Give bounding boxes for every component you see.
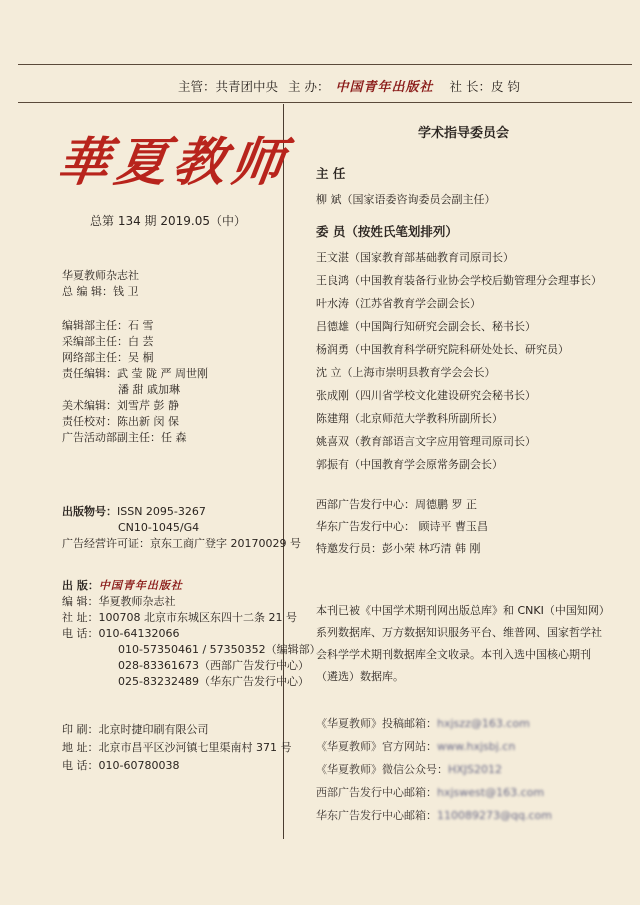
- staff-line: 编辑部主任：石 雪: [62, 319, 154, 332]
- printer-phone: 电 话：010-60780038: [62, 759, 180, 772]
- indexing-statement: [316, 600, 606, 688]
- staff-line: 美术编辑：刘雪芹 彭 静: [62, 399, 179, 412]
- cn-number: CN10-1045/G4: [118, 521, 200, 534]
- top-rule: [18, 64, 632, 65]
- publisher-brand: 中国青年出版社: [98, 579, 183, 592]
- masthead-bar: [0, 64, 640, 104]
- sponsor-label: 主 办：: [288, 79, 330, 94]
- committee-title: 学术指导委员会: [418, 126, 510, 141]
- issue-number: 总第 134 期 2019.05（中）: [90, 214, 246, 228]
- member: 王良鸿（中国教育装备行业协会学校后勤管理分会理事长）: [316, 274, 602, 287]
- contact-label: 《华夏教师》微信公众号：: [316, 763, 448, 776]
- contact-row: [316, 804, 552, 827]
- org-name: 华夏教师杂志社: [62, 269, 139, 282]
- member: 吕德雄（中国陶行知研究会副会长、秘书长）: [316, 320, 536, 333]
- indexing-text: 本刊已被《中国学术期刊网出版总库》和 CNKI（中国知网）系列数据库、万方数据知识服务平台、维普网、国家哲学社会科学学术期刊数据库全文收录。本刊入选中国核心期刊（遴选）数据库。: [316, 604, 605, 683]
- publisher-label: 出 版：: [62, 579, 99, 592]
- staff-line: 潘 甜 戚加琳: [118, 383, 180, 396]
- contact-value: hxjszz@163.com: [437, 717, 530, 730]
- contact-value: 110089273@qq.com: [437, 809, 552, 822]
- member: 沈 立（上海市崇明县教育学会会长）: [316, 366, 496, 379]
- chief-editor: 总 编 辑：钱 卫: [62, 285, 139, 298]
- committee-director: [316, 164, 496, 211]
- phone: 电 话：010-64132066: [62, 627, 180, 640]
- contact-row: [316, 758, 552, 781]
- ad-line: 特邀发行员：彭小荣 林巧清 韩 刚: [316, 542, 481, 555]
- issn: ISSN 2095-3267: [117, 505, 206, 518]
- staff-line: 责任编辑：武 莹 陇 严 周世刚: [62, 367, 208, 380]
- committee-members: [316, 222, 602, 476]
- publication-no-label: 出版物号：: [62, 505, 117, 518]
- member: 杨润勇（中国教育科学研究院科研处处长、研究员）: [316, 343, 569, 356]
- members-heading: 委 员（按姓氏笔划排列）: [316, 224, 458, 239]
- printer: 印 刷：北京时捷印刷有限公司: [62, 723, 209, 736]
- address: 社 址：100708 北京市东城区东四十二条 21 号: [62, 611, 297, 624]
- member: 陈建翔（北京师范大学教科所副所长）: [316, 412, 503, 425]
- phone: 010-57350461 / 57350352（编辑部）: [118, 643, 321, 656]
- phone: 028-83361673（西部广告发行中心）: [118, 659, 309, 672]
- member: 叶水涛（江苏省教育学会副会长）: [316, 297, 481, 310]
- member: 姚喜双（教育部语言文字应用管理司原司长）: [316, 435, 536, 448]
- member: 张成刚（四川省学校文化建设研究会秘书长）: [316, 389, 536, 402]
- ad-license: 广告经营许可证：京东工商广登字 20170029 号: [62, 537, 301, 550]
- magazine-logo: 華夏教师: [53, 132, 294, 193]
- contact-label: 《华夏教师》投稿邮箱：: [316, 717, 437, 730]
- supervisor: 主管：共青团中央: [178, 79, 279, 94]
- editor-line: 编 辑：华夏教师杂志社: [62, 595, 176, 608]
- staff-line: 采编部主任：白 芸: [62, 335, 154, 348]
- contact-value: hxjswest@163.com: [437, 786, 545, 799]
- ad-line: 华东广告发行中心： 顾诗平 曹玉昌: [316, 520, 488, 533]
- member: 郭振有（中国教育学会原常务副会长）: [316, 458, 503, 471]
- member: 王文湛（国家教育部基础教育司原司长）: [316, 251, 514, 264]
- staff-line: 责任校对：陈出新 闵 保: [62, 415, 179, 428]
- staff-line: 网络部主任：吴 桐: [62, 351, 154, 364]
- editorial-staff: [62, 268, 208, 446]
- contact-label: 西部广告发行中心邮箱：: [316, 786, 437, 799]
- publisher-info: [62, 578, 321, 690]
- director-name: 柳 斌（国家语委咨询委员会副主任）: [316, 193, 496, 206]
- contact-label: 《华夏教师》官方网站：: [316, 740, 437, 753]
- phone: 025-83232489（华东广告发行中心）: [118, 675, 309, 688]
- printer-info: [62, 722, 291, 776]
- contact-value: www.hxjsbj.cn: [437, 740, 516, 753]
- masthead-text: [178, 76, 526, 95]
- contact-row: [316, 781, 552, 804]
- contact-value: HXJS2012: [448, 763, 503, 776]
- contact-row: [316, 735, 552, 758]
- contact-label: 华东广告发行中心邮箱：: [316, 809, 437, 822]
- printer-address: 地 址：北京市昌平区沙河镇七里渠南村 371 号: [62, 741, 292, 754]
- ad-distribution: [316, 494, 488, 560]
- publication-info: [62, 504, 301, 552]
- contact-row: [316, 712, 552, 735]
- ad-line: 西部广告发行中心：周德鹏 罗 正: [316, 498, 477, 511]
- sponsor-brand: 中国青年出版社: [335, 80, 434, 95]
- president: 社 长：皮 钧: [449, 79, 520, 94]
- director-heading: 主 任: [316, 166, 346, 181]
- contact-list: [316, 712, 552, 827]
- staff-line: 广告活动部副主任：任 森: [62, 431, 187, 444]
- bottom-rule: [18, 102, 632, 103]
